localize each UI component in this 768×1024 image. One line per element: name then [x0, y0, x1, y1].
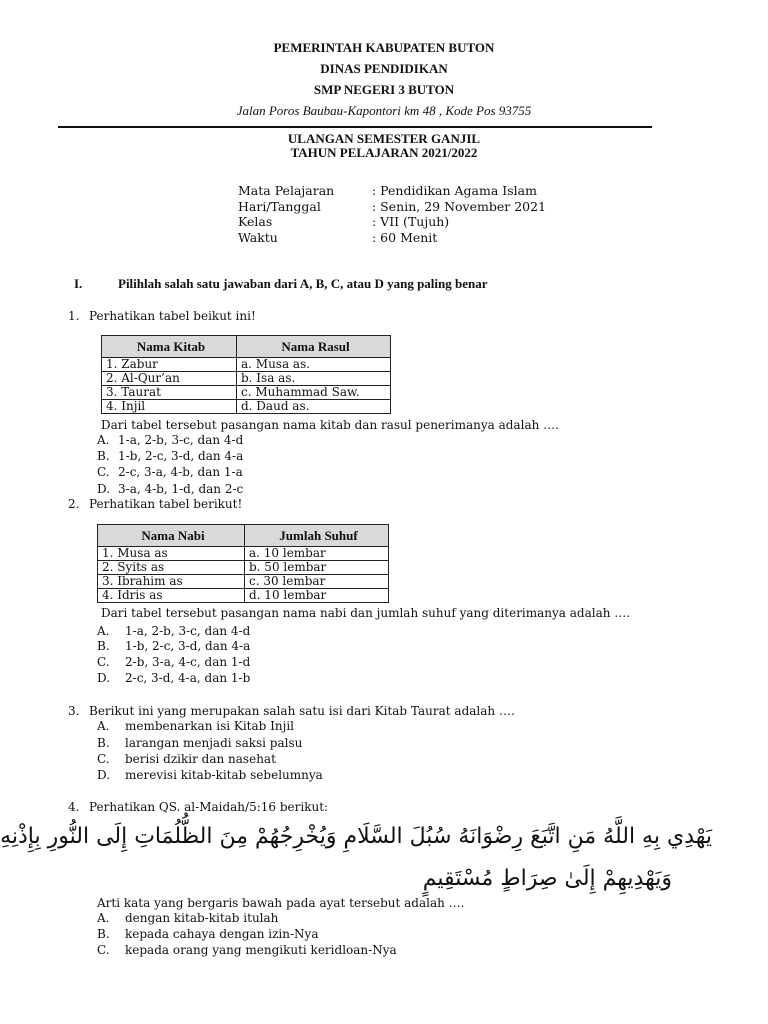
table-cell: 1. Musa as — [98, 547, 245, 561]
question-prompt: Dari tabel tersebut pasangan nama kitab dan rasul penerimanya adalah …. — [101, 418, 559, 432]
info-label: Hari/Tanggal — [238, 199, 321, 214]
option-key: A. — [97, 719, 110, 733]
table-nabi-suhuf — [97, 524, 389, 603]
option-key: C. — [97, 752, 110, 766]
table-row — [102, 400, 391, 414]
table-cell: 2. Al-Qur’an — [102, 372, 237, 386]
info-value: : Senin, 29 November 2021 — [372, 199, 547, 214]
option-text: larangan menjadi saksi palsu — [125, 736, 303, 750]
option-text: 2-c, 3-d, 4-a, dan 1-b — [125, 671, 251, 685]
question-text: Berikut ini yang merupakan salah satu isi dari Kitab Taurat adalah …. — [89, 704, 515, 718]
table-cell: b. Isa as. — [237, 372, 391, 386]
section-number: I. — [74, 276, 83, 291]
question-number: 3. — [68, 704, 80, 718]
question-prompt: Arti kata yang bergaris bawah pada ayat tersebut adalah …. — [97, 896, 465, 910]
table-cell: d. Daud as. — [237, 400, 391, 414]
table-row — [102, 386, 391, 400]
table-cell: a. 10 lembar — [245, 547, 389, 561]
option-text: kepada cahaya dengan izin-Nya — [125, 927, 319, 941]
table-cell: 1. Zabur — [102, 358, 237, 372]
table-row — [98, 547, 389, 561]
info-label: Waktu — [238, 230, 278, 245]
exam-title-line-2: TAHUN PELAJARAN 2021/2022 — [290, 145, 478, 160]
quran-verse-line-1: يَهْدِي بِهِ اللَّهُ مَنِ اتَّبَعَ رِضْوَانَهُ سُبُلَ السَّلَامِ وَيُخْرِجُهُمْ مِنَ الظُّلُمَاتِ إِلَى النُّورِ بِإِذْنِهِ — [0, 824, 712, 849]
option-text: 1-a, 2-b, 3-c, dan 4-d — [118, 433, 244, 447]
question-number: 4. — [68, 800, 80, 814]
table-row — [102, 372, 391, 386]
question-text: Perhatikan QS. al-Maidah/5:16 berikut: — [89, 800, 329, 814]
option-key: A. — [97, 433, 110, 447]
info-value: : VII (Tujuh) — [372, 214, 450, 229]
table-header: Nama Rasul — [237, 336, 391, 358]
table-cell: 3. Ibrahim as — [98, 575, 245, 589]
table-cell: 4. Injil — [102, 400, 237, 414]
question-text: Perhatikan tabel berikut! — [89, 497, 243, 511]
option-key: C. — [97, 943, 110, 957]
table-header: Jumlah Suhuf — [245, 525, 389, 547]
table-cell: c. Muhammad Saw. — [237, 386, 391, 400]
header-line-1: PEMERINTAH KABUPATEN BUTON — [273, 40, 495, 55]
table-row — [98, 561, 389, 575]
option-text: merevisi kitab-kitab sebelumnya — [125, 768, 323, 782]
question-number: 1. — [68, 309, 80, 323]
option-text: berisi dzikir dan nasehat — [125, 752, 276, 766]
option-text: 1-b, 2-c, 3-d, dan 4-a — [118, 449, 244, 463]
option-text: membenarkan isi Kitab Injil — [125, 719, 295, 733]
option-key: B. — [97, 639, 110, 653]
table-row — [102, 358, 391, 372]
table-cell: 4. Idris as — [98, 589, 245, 603]
exam-title-line-1: ULANGAN SEMESTER GANJIL — [287, 131, 481, 146]
header-line-2: DINAS PENDIDIKAN — [320, 61, 448, 76]
quran-verse-line-2: وَيَهْدِيهِمْ إِلَىٰ صِرَاطٍ مُسْتَقِيمٍ — [422, 866, 672, 891]
option-text: 2-b, 3-a, 4-c, dan 1-d — [125, 655, 251, 669]
table-cell: b. 50 lembar — [245, 561, 389, 575]
option-key: A. — [97, 624, 110, 638]
table-cell: a. Musa as. — [237, 358, 391, 372]
table-row — [98, 589, 389, 603]
table-cell: 2. Syits as — [98, 561, 245, 575]
option-text: 1-a, 2-b, 3-c, dan 4-d — [125, 624, 251, 638]
option-key: A. — [97, 911, 110, 925]
table-row — [98, 575, 389, 589]
option-text: 1-b, 2-c, 3-d, dan 4-a — [125, 639, 251, 653]
option-key: B. — [97, 927, 110, 941]
table-cell: c. 30 lembar — [245, 575, 389, 589]
question-prompt: Dari tabel tersebut pasangan nama nabi dan jumlah suhuf yang diterimanya adalah …. — [101, 606, 631, 620]
table-cell: 3. Taurat — [102, 386, 237, 400]
header-line-3: SMP NEGERI 3 BUTON — [313, 82, 455, 97]
option-text: 2-c, 3-a, 4-b, dan 1-a — [118, 465, 243, 479]
info-label: Mata Pelajaran — [238, 183, 335, 198]
question-number: 2. — [68, 497, 80, 511]
option-key: C. — [97, 655, 110, 669]
info-value: : Pendidikan Agama Islam — [372, 183, 537, 198]
section-instruction: Pilihlah salah satu jawaban dari A, B, C, atau D yang paling benar — [118, 276, 488, 291]
option-text: dengan kitab-kitab itulah — [125, 911, 279, 925]
option-key: D. — [97, 482, 111, 496]
table-header: Nama Nabi — [98, 525, 245, 547]
option-key: B. — [97, 736, 110, 750]
header-address: Jalan Poros Baubau-Kapontori km 48 , Kode Pos 93755 — [236, 103, 532, 118]
option-text: kepada orang yang mengikuti keridloan-Nya — [125, 943, 397, 957]
info-value: : 60 Menit — [372, 230, 438, 245]
table-kitab-rasul — [101, 335, 391, 414]
question-text: Perhatikan tabel beikut ini! — [89, 309, 256, 323]
header-divider — [58, 126, 652, 128]
table-cell: d. 10 lembar — [245, 589, 389, 603]
option-key: D. — [97, 768, 111, 782]
option-text: 3-a, 4-b, 1-d, dan 2-c — [118, 482, 244, 496]
option-key: C. — [97, 465, 110, 479]
option-key: B. — [97, 449, 110, 463]
info-label: Kelas — [238, 214, 273, 229]
table-header: Nama Kitab — [102, 336, 237, 358]
option-key: D. — [97, 671, 111, 685]
